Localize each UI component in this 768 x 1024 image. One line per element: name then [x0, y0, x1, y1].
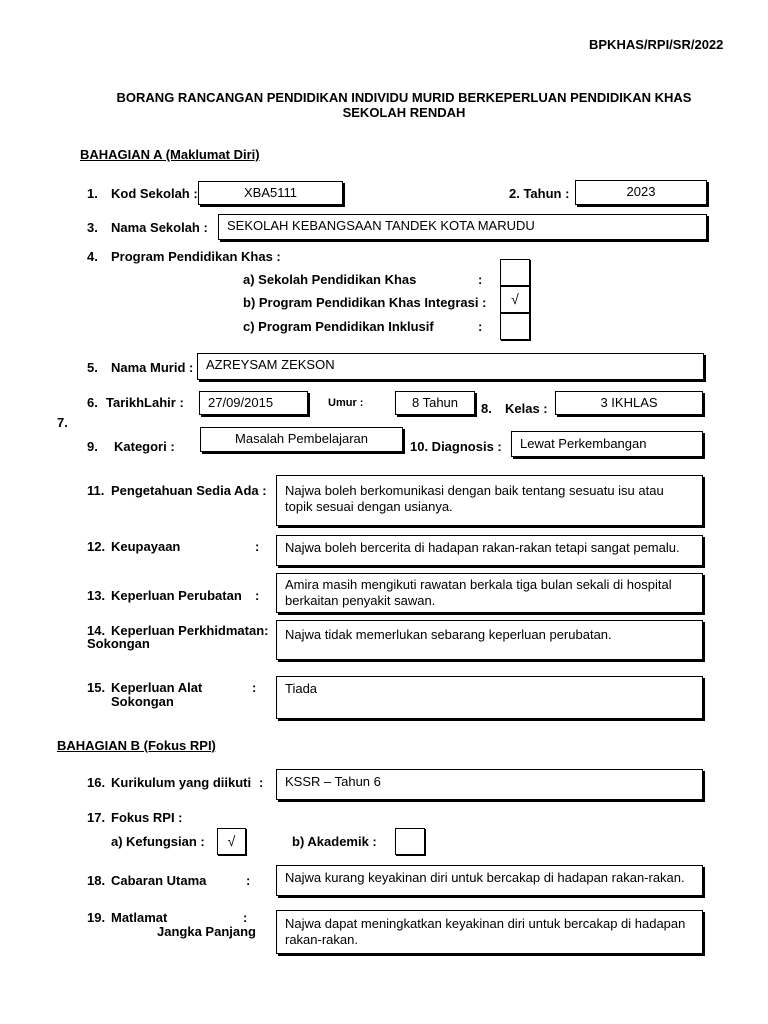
nama-sekolah-num: 3.: [87, 220, 98, 235]
kategori-num: 9.: [87, 439, 98, 454]
keperluan-perkhidmatan-num: 14.: [87, 623, 106, 638]
kod-sekolah-value: XBA5111: [243, 185, 297, 200]
matlamat-value: Najwa dapat meningkatkan keyakinan diri untuk bercakap di hadapan rakan-rakan.: [285, 916, 686, 947]
matlamat-colon: :: [243, 910, 248, 925]
diagnosis-label: 10. Diagnosis :: [410, 439, 502, 454]
program-option-b-label: b) Program Pendidikan Khas Integrasi :: [243, 295, 487, 310]
program-option-c-colon: :: [478, 319, 483, 334]
matlamat-label2: Jangka Panjang: [157, 924, 256, 939]
kurikulum-num: 16.: [87, 775, 106, 790]
form-code: BPKHAS/RPI/SR/2022: [589, 37, 724, 52]
kurikulum-label: Kurikulum yang diikuti: [111, 775, 252, 790]
keperluan-perubatan-field[interactable]: [276, 573, 703, 613]
program-option-a-colon: :: [478, 272, 483, 287]
program-option-c-label: c) Program Pendidikan Inklusif: [243, 319, 434, 334]
kurikulum-field[interactable]: [276, 769, 703, 800]
keperluan-perubatan-value: Amira masih mengikuti rawatan berkala tiga bulan sekali di hospital berkaitan penyakit sawan.: [285, 577, 672, 608]
keperluan-perubatan-label: Keperluan Perubatan: [111, 588, 242, 603]
kefungsian-label: Kefungsian :: [126, 834, 205, 849]
keupayaan-field[interactable]: [276, 535, 703, 566]
keperluan-alat-label2: Sokongan: [111, 694, 174, 709]
program-option-c-checkbox[interactable]: [500, 313, 530, 340]
program-option-a-checkbox[interactable]: [500, 259, 530, 286]
keperluan-perubatan-num: 13.: [87, 588, 106, 603]
pengetahuan-label: Pengetahuan Sedia Ada :: [111, 483, 267, 498]
nama-murid-label: Nama Murid :: [111, 360, 194, 375]
nama-murid-num: 5.: [87, 360, 98, 375]
keupayaan-label: Keupayaan: [111, 539, 181, 554]
nama-murid-field[interactable]: [197, 353, 704, 380]
cabaran-value: Najwa kurang keyakinan diri untuk bercakap di hadapan rakan-rakan.: [285, 870, 685, 885]
kod-sekolah-label: Kod Sekolah :: [111, 186, 198, 201]
keperluan-alat-colon: :: [252, 680, 257, 695]
keupayaan-colon: :: [255, 539, 260, 554]
section-a-heading: BAHAGIAN A (Maklumat Diri): [80, 147, 260, 162]
kefungsian-prefix: a): [111, 834, 123, 849]
diagnosis-field[interactable]: [511, 431, 703, 457]
matlamat-label: Matlamat: [111, 910, 168, 925]
keperluan-perkhidmatan-label2: Sokongan: [87, 636, 150, 651]
section-b-heading: BAHAGIAN B (Fokus RPI): [57, 738, 216, 753]
tarikh-lahir-num: 6.: [87, 395, 98, 410]
tahun-label: 2. Tahun :: [509, 186, 570, 201]
pengetahuan-value: Najwa boleh berkomunikasi dengan baik tentang sesuatu isu atau topik sesuai dengan usianya.: [285, 483, 664, 514]
fokus-rpi-label: Fokus RPI :: [111, 810, 183, 825]
keupayaan-num: 12.: [87, 539, 106, 554]
cabaran-field[interactable]: [276, 865, 703, 896]
pengetahuan-field[interactable]: [276, 475, 703, 526]
kategori-value: Masalah Pembelajaran: [235, 431, 368, 446]
umur-label: Umur :: [328, 397, 364, 409]
akademik-label: b) Akademik :: [292, 834, 377, 849]
nama-murid-value: AZREYSAM ZEKSON: [206, 357, 335, 372]
program-option-b-checkbox[interactable]: [500, 286, 530, 313]
kelas-label: Kelas :: [505, 401, 548, 416]
umur-field[interactable]: [395, 391, 475, 415]
kelas-field[interactable]: [555, 391, 703, 415]
matlamat-field[interactable]: [276, 910, 703, 954]
program-label: Program Pendidikan Khas :: [111, 249, 281, 264]
form-title-line1: BORANG RANCANGAN PENDIDIKAN INDIVIDU MURID BERKEPERLUAN PENDIDIKAN KHAS: [116, 90, 692, 105]
akademik-checkbox[interactable]: [395, 828, 425, 855]
form-title-line2: SEKOLAH RENDAH: [342, 105, 466, 120]
tarikh-lahir-label: TarikhLahir :: [106, 395, 184, 410]
cabaran-label: Cabaran Utama: [111, 873, 207, 888]
kefungsian-checkbox[interactable]: [217, 828, 246, 855]
keperluan-alat-value: Tiada: [285, 681, 318, 696]
program-option-a-label: a) Sekolah Pendidikan Khas: [243, 272, 417, 287]
nama-sekolah-field[interactable]: [218, 214, 707, 240]
kod-sekolah-field[interactable]: [198, 181, 343, 205]
keperluan-alat-num: 15.: [87, 680, 106, 695]
stray-number: 7.: [57, 415, 68, 430]
tarikh-lahir-value: 27/09/2015: [208, 395, 274, 410]
kategori-label: Kategori :: [114, 439, 175, 454]
diagnosis-value: Lewat Perkembangan: [520, 436, 647, 451]
kelas-value: 3 IKHLAS: [600, 395, 658, 410]
pengetahuan-num: 11.: [87, 483, 105, 498]
keperluan-perubatan-colon: :: [255, 588, 260, 603]
nama-sekolah-label: Nama Sekolah :: [111, 220, 208, 235]
kod-sekolah-num: 1.: [87, 186, 98, 201]
tarikh-lahir-field[interactable]: [199, 391, 308, 415]
keupayaan-value: Najwa boleh bercerita di hadapan rakan-rakan tetapi sangat pemalu.: [285, 540, 680, 555]
cabaran-num: 18.: [87, 873, 106, 888]
program-num: 4.: [87, 249, 98, 264]
fokus-rpi-num: 17.: [87, 810, 106, 825]
umur-value: 8 Tahun: [411, 395, 459, 410]
kefungsian-mark: √: [227, 833, 236, 849]
kurikulum-colon: :: [259, 775, 264, 790]
matlamat-num: 19.: [87, 910, 106, 925]
keperluan-alat-label: Keperluan Alat: [111, 680, 203, 695]
cabaran-colon: :: [246, 873, 251, 888]
nama-sekolah-value: SEKOLAH KEBANGSAAN TANDEK KOTA MARUDU: [227, 218, 535, 233]
program-option-b-mark: √: [511, 291, 519, 307]
tahun-value: 2023: [626, 184, 656, 199]
keperluan-perkhidmatan-field[interactable]: [276, 620, 703, 660]
keperluan-alat-field[interactable]: [276, 676, 703, 719]
kategori-field[interactable]: [200, 427, 403, 452]
kurikulum-value: KSSR – Tahun 6: [285, 774, 381, 789]
keperluan-perkhidmatan-value: Najwa tidak memerlukan sebarang keperluan perubatan.: [285, 627, 612, 642]
tahun-field[interactable]: [575, 180, 707, 205]
keperluan-perkhidmatan-label: Keperluan Perkhidmatan:: [111, 623, 269, 638]
kelas-num: 8.: [481, 401, 492, 416]
